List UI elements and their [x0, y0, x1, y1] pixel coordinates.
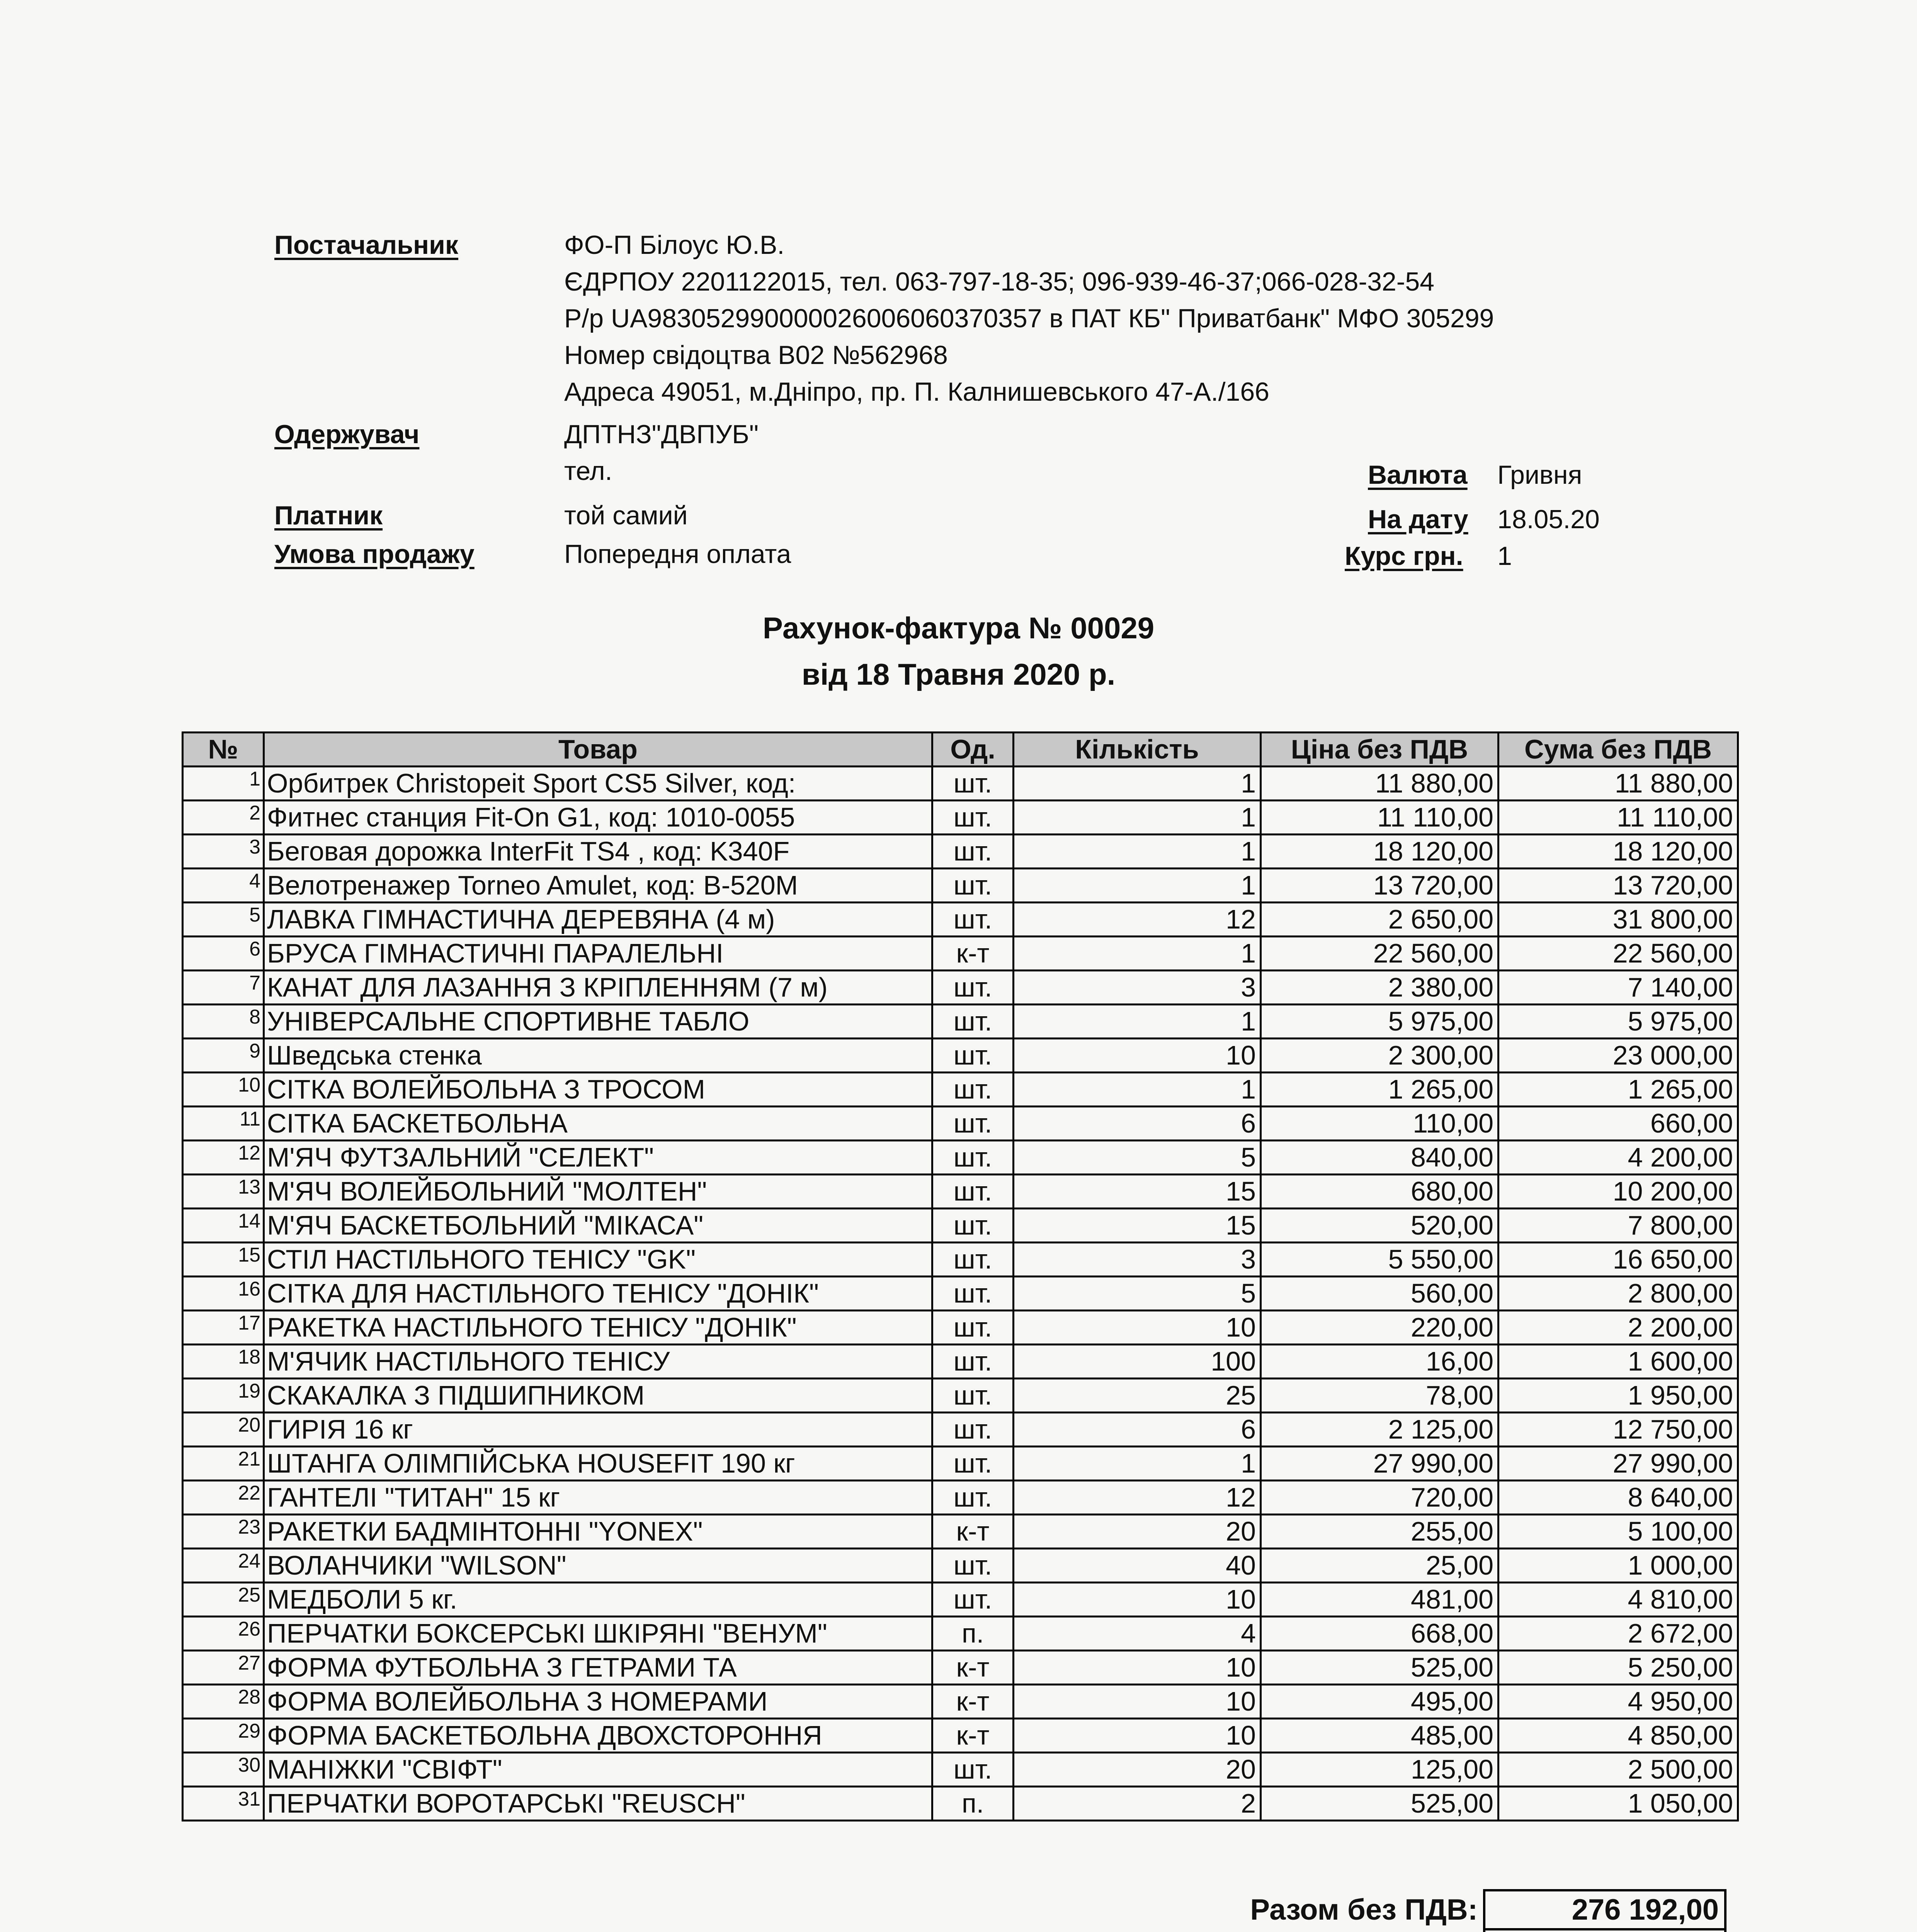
line-total: 2 200,00 [1499, 1311, 1738, 1345]
item-name: СІТКА ВОЛЕЙБОЛЬНА З ТРОСОМ [264, 1073, 932, 1107]
line-total: 23 000,00 [1499, 1039, 1738, 1073]
unit-price: 2 125,00 [1261, 1413, 1499, 1447]
item-name: ГАНТЕЛІ "ТИТАН" 15 кг [264, 1481, 932, 1515]
item-name: ГИРІЯ 16 кг [264, 1413, 932, 1447]
item-name: ФОРМА БАСКЕТБОЛЬНА ДВОХСТОРОННЯ [264, 1719, 932, 1753]
unit-price: 13 720,00 [1261, 869, 1499, 903]
unit: к-т [932, 1719, 1014, 1753]
row-number: 21 [183, 1447, 264, 1481]
line-total: 31 800,00 [1499, 903, 1738, 937]
unit-price: 110,00 [1261, 1107, 1499, 1141]
line-total: 4 200,00 [1499, 1141, 1738, 1175]
row-number: 22 [183, 1481, 264, 1515]
quantity: 3 [1014, 971, 1261, 1005]
unit-price: 78,00 [1261, 1379, 1499, 1413]
table-row [183, 903, 1738, 937]
quantity: 10 [1014, 1039, 1261, 1073]
item-name: ШТАНГА ОЛІМПІЙСЬКА HOUSEFIT 190 кг [264, 1447, 932, 1481]
quantity: 4 [1014, 1617, 1261, 1651]
quantity: 5 [1014, 1141, 1261, 1175]
table-row [183, 1345, 1738, 1379]
line-total: 4 950,00 [1499, 1685, 1738, 1719]
row-number: 31 [183, 1787, 264, 1821]
unit-price: 520,00 [1261, 1209, 1499, 1243]
line-total: 12 750,00 [1499, 1413, 1738, 1447]
table-row [183, 1583, 1738, 1617]
terms-label: Умова продажу [274, 539, 475, 569]
item-name: СКАКАЛКА З ПІДШИПНИКОМ [264, 1379, 932, 1413]
quantity: 6 [1014, 1413, 1261, 1447]
unit-price: 220,00 [1261, 1311, 1499, 1345]
unit: шт. [932, 1413, 1014, 1447]
unit: п. [932, 1787, 1014, 1821]
line-total: 4 850,00 [1499, 1719, 1738, 1753]
unit: к-т [932, 1515, 1014, 1549]
table-row [183, 1549, 1738, 1583]
column-header: Од. [932, 733, 1014, 767]
item-name: ФОРМА ФУТБОЛЬНА З ГЕТРАМИ ТА [264, 1651, 932, 1685]
row-number: 30 [183, 1753, 264, 1787]
row-number: 15 [183, 1243, 264, 1277]
item-name: Шведська стенка [264, 1039, 932, 1073]
row-number: 4 [183, 869, 264, 903]
row-number: 27 [183, 1651, 264, 1685]
unit-price: 18 120,00 [1261, 835, 1499, 869]
table-row [183, 835, 1738, 869]
row-number: 10 [183, 1073, 264, 1107]
item-name: Фитнес станция Fit-On G1, код: 1010-0055 [264, 801, 932, 835]
quantity: 10 [1014, 1651, 1261, 1685]
unit-price: 5 975,00 [1261, 1005, 1499, 1039]
table-row [183, 1073, 1738, 1107]
unit: шт. [932, 1175, 1014, 1209]
table-row [183, 1039, 1738, 1073]
row-number: 24 [183, 1549, 264, 1583]
line-total: 2 500,00 [1499, 1753, 1738, 1787]
item-name: МЕДБОЛИ 5 кг. [264, 1583, 932, 1617]
table-row [183, 971, 1738, 1005]
quantity: 20 [1014, 1515, 1261, 1549]
unit: шт. [932, 1073, 1014, 1107]
supplier-line: ФО-П Білоус Ю.В. [564, 230, 785, 260]
row-number: 20 [183, 1413, 264, 1447]
unit: шт. [932, 767, 1014, 801]
row-number: 9 [183, 1039, 264, 1073]
unit-price: 25,00 [1261, 1549, 1499, 1583]
table-row [183, 801, 1738, 835]
unit: шт. [932, 1005, 1014, 1039]
row-number: 23 [183, 1515, 264, 1549]
unit: шт. [932, 1277, 1014, 1311]
supplier-label: Постачальник [274, 230, 458, 260]
table-row [183, 1617, 1738, 1651]
quantity: 5 [1014, 1277, 1261, 1311]
vat-row [1028, 1929, 1725, 1932]
quantity: 12 [1014, 1481, 1261, 1515]
line-total: 1 950,00 [1499, 1379, 1738, 1413]
table-row [183, 1515, 1738, 1549]
table-row [183, 1753, 1738, 1787]
invoice-date: від 18 Травня 2020 р. [801, 657, 1116, 691]
line-total: 11 110,00 [1499, 801, 1738, 835]
row-number: 14 [183, 1209, 264, 1243]
quantity: 1 [1014, 869, 1261, 903]
quantity: 100 [1014, 1345, 1261, 1379]
unit: шт. [932, 1549, 1014, 1583]
item-name: МАНІЖКИ "СВІФТ" [264, 1753, 932, 1787]
terms-value: Попередня оплата [564, 539, 791, 569]
line-total: 16 650,00 [1499, 1243, 1738, 1277]
row-number: 29 [183, 1719, 264, 1753]
unit-price: 255,00 [1261, 1515, 1499, 1549]
unit: шт. [932, 1243, 1014, 1277]
row-number: 13 [183, 1175, 264, 1209]
quantity: 1 [1014, 1005, 1261, 1039]
vat-value [1484, 1929, 1725, 1932]
line-total: 7 140,00 [1499, 971, 1738, 1005]
table-row [183, 1481, 1738, 1515]
quantity: 1 [1014, 767, 1261, 801]
supplier-line: Р/р UA983052990000026006060370357 в ПАТ КБ" Приватбанк" МФО 305299 [564, 304, 1494, 333]
receiver-label: Одержувач [274, 420, 420, 449]
quantity: 1 [1014, 801, 1261, 835]
table-body [183, 767, 1738, 1821]
unit: шт. [932, 1379, 1014, 1413]
quantity: 10 [1014, 1685, 1261, 1719]
item-name: РАКЕТКИ БАДМІНТОННІ "YONEX" [264, 1515, 932, 1549]
unit-price: 840,00 [1261, 1141, 1499, 1175]
unit-price: 495,00 [1261, 1685, 1499, 1719]
unit: шт. [932, 835, 1014, 869]
table-row [183, 767, 1738, 801]
supplier-line: Номер свідоцтва В02 №562968 [564, 340, 948, 370]
unit: к-т [932, 1685, 1014, 1719]
item-name: ФОРМА ВОЛЕЙБОЛЬНА З НОМЕРАМИ [264, 1685, 932, 1719]
unit: шт. [932, 903, 1014, 937]
row-number: 11 [183, 1107, 264, 1141]
line-total: 2 672,00 [1499, 1617, 1738, 1651]
unit-price: 2 380,00 [1261, 971, 1499, 1005]
receiver-name: ДПТНЗ"ДВПУБ" [564, 420, 759, 449]
quantity: 12 [1014, 903, 1261, 937]
quantity: 15 [1014, 1209, 1261, 1243]
subtotal-value: 276 192,00 [1484, 1890, 1725, 1929]
column-header: Товар [264, 733, 932, 767]
unit: п. [932, 1617, 1014, 1651]
row-number: 17 [183, 1311, 264, 1345]
unit-price: 720,00 [1261, 1481, 1499, 1515]
invoice-title: Рахунок-фактура № 00029 [762, 611, 1155, 645]
line-total: 4 810,00 [1499, 1583, 1738, 1617]
item-name: КАНАТ ДЛЯ ЛАЗАННЯ З КРІПЛЕННЯМ (7 м) [264, 971, 932, 1005]
table-row [183, 1209, 1738, 1243]
supplier-line: Адреса 49051, м.Дніпро, пр. П. Калнишевського 47-А./166 [564, 377, 1269, 406]
table-row [183, 1379, 1738, 1413]
unit-price: 16,00 [1261, 1345, 1499, 1379]
unit-price: 668,00 [1261, 1617, 1499, 1651]
quantity: 10 [1014, 1719, 1261, 1753]
items-table [182, 731, 1739, 1821]
table-row [183, 1107, 1738, 1141]
unit-price: 680,00 [1261, 1175, 1499, 1209]
date-value: 18.05.20 [1497, 505, 1600, 534]
item-name: М'ЯЧ БАСКЕТБОЛЬНИЙ "МІКАСА" [264, 1209, 932, 1243]
date-label: На дату [1368, 505, 1468, 534]
line-total: 13 720,00 [1499, 869, 1738, 903]
table-row [183, 1685, 1738, 1719]
column-header: № [183, 733, 264, 767]
unit-price: 2 650,00 [1261, 903, 1499, 937]
item-name: СІТКА ДЛЯ НАСТІЛЬНОГО ТЕНІСУ "ДОНІК" [264, 1277, 932, 1311]
unit-price: 125,00 [1261, 1753, 1499, 1787]
table-row [183, 937, 1738, 971]
quantity: 40 [1014, 1549, 1261, 1583]
row-number: 6 [183, 937, 264, 971]
unit-price: 525,00 [1261, 1787, 1499, 1821]
item-name: ПЕРЧАТКИ БОКСЕРСЬКІ ШКІРЯНІ "ВЕНУМ" [264, 1617, 932, 1651]
line-total: 1 600,00 [1499, 1345, 1738, 1379]
item-name: ПЕРЧАТКИ ВОРОТАРСЬКІ "REUSCH" [264, 1787, 932, 1821]
quantity: 3 [1014, 1243, 1261, 1277]
table-row [183, 1141, 1738, 1175]
quantity: 1 [1014, 937, 1261, 971]
table-row [183, 869, 1738, 903]
item-name: СІТКА БАСКЕТБОЛЬНА [264, 1107, 932, 1141]
line-total: 1 050,00 [1499, 1787, 1738, 1821]
unit-price: 525,00 [1261, 1651, 1499, 1685]
unit: шт. [932, 1753, 1014, 1787]
item-name: Велотренажер Torneo Amulet, код: B-520M [264, 869, 932, 903]
table-row [183, 1413, 1738, 1447]
totals-table [1028, 1889, 1726, 1932]
unit: шт. [932, 1311, 1014, 1345]
row-number: 25 [183, 1583, 264, 1617]
line-total: 5 975,00 [1499, 1005, 1738, 1039]
row-number: 26 [183, 1617, 264, 1651]
unit-price: 485,00 [1261, 1719, 1499, 1753]
payer-label: Платник [274, 501, 383, 530]
table-row [183, 1651, 1738, 1685]
receiver-phone: тел. [564, 456, 612, 486]
item-name: СТІЛ НАСТІЛЬНОГО ТЕНІСУ "GK" [264, 1243, 932, 1277]
line-total: 660,00 [1499, 1107, 1738, 1141]
unit: шт. [932, 1447, 1014, 1481]
quantity: 15 [1014, 1175, 1261, 1209]
column-header: Ціна без ПДВ [1261, 733, 1499, 767]
item-name: М'ЯЧ ФУТЗАЛЬНИЙ "СЕЛЕКТ" [264, 1141, 932, 1175]
row-number: 1 [183, 767, 264, 801]
subtotal-label: Разом без ПДВ: [1250, 1893, 1478, 1926]
unit-price: 11 880,00 [1261, 767, 1499, 801]
quantity: 25 [1014, 1379, 1261, 1413]
table-header-row [183, 733, 1738, 767]
subtotal-row [1028, 1890, 1725, 1929]
unit-price: 27 990,00 [1261, 1447, 1499, 1481]
row-number: 2 [183, 801, 264, 835]
column-header: Сума без ПДВ [1499, 733, 1738, 767]
item-name: РАКЕТКА НАСТІЛЬНОГО ТЕНІСУ "ДОНІК" [264, 1311, 932, 1345]
unit: шт. [932, 1583, 1014, 1617]
row-number: 8 [183, 1005, 264, 1039]
table-row [183, 1787, 1738, 1821]
column-header: Кількість [1014, 733, 1261, 767]
unit-price: 560,00 [1261, 1277, 1499, 1311]
quantity: 10 [1014, 1583, 1261, 1617]
quantity: 1 [1014, 1073, 1261, 1107]
quantity: 6 [1014, 1107, 1261, 1141]
line-total: 1 000,00 [1499, 1549, 1738, 1583]
item-name: БРУСА ГІМНАСТИЧНІ ПАРАЛЕЛЬНІ [264, 937, 932, 971]
item-name: УНІВЕРСАЛЬНЕ СПОРТИВНЕ ТАБЛО [264, 1005, 932, 1039]
item-name: М'ЯЧ ВОЛЕЙБОЛЬНИЙ "МОЛТЕН" [264, 1175, 932, 1209]
unit: шт. [932, 869, 1014, 903]
item-name: Орбитрек Christopeit Sport CS5 Silver, код: [264, 767, 932, 801]
payer-value: той самий [564, 501, 688, 530]
row-number: 16 [183, 1277, 264, 1311]
unit: к-т [932, 937, 1014, 971]
line-total: 5 100,00 [1499, 1515, 1738, 1549]
quantity: 20 [1014, 1753, 1261, 1787]
item-name: Беговая дорожка InterFit TS4 , код: K340F [264, 835, 932, 869]
table-row [183, 1175, 1738, 1209]
unit: шт. [932, 801, 1014, 835]
row-number: 28 [183, 1685, 264, 1719]
line-total: 18 120,00 [1499, 835, 1738, 869]
quantity: 10 [1014, 1311, 1261, 1345]
row-number: 18 [183, 1345, 264, 1379]
unit-price: 1 265,00 [1261, 1073, 1499, 1107]
table-row [183, 1005, 1738, 1039]
unit: шт. [932, 1107, 1014, 1141]
line-total: 27 990,00 [1499, 1447, 1738, 1481]
unit: шт. [932, 1481, 1014, 1515]
line-total: 5 250,00 [1499, 1651, 1738, 1685]
table-row [183, 1311, 1738, 1345]
unit: к-т [932, 1651, 1014, 1685]
quantity: 1 [1014, 835, 1261, 869]
row-number: 7 [183, 971, 264, 1005]
line-total: 10 200,00 [1499, 1175, 1738, 1209]
unit-price: 5 550,00 [1261, 1243, 1499, 1277]
line-total: 22 560,00 [1499, 937, 1738, 971]
rate-value: 1 [1497, 541, 1512, 571]
item-name: ВОЛАНЧИКИ "WILSON" [264, 1549, 932, 1583]
quantity: 2 [1014, 1787, 1261, 1821]
currency-label: Валюта [1368, 460, 1468, 490]
unit: шт. [932, 1141, 1014, 1175]
row-number: 3 [183, 835, 264, 869]
item-name: ЛАВКА ГІМНАСТИЧНА ДЕРЕВЯНА (4 м) [264, 903, 932, 937]
line-total: 7 800,00 [1499, 1209, 1738, 1243]
table-row [183, 1719, 1738, 1753]
unit: шт. [932, 971, 1014, 1005]
unit-price: 481,00 [1261, 1583, 1499, 1617]
line-total: 11 880,00 [1499, 767, 1738, 801]
line-total: 1 265,00 [1499, 1073, 1738, 1107]
table-row [183, 1243, 1738, 1277]
row-number: 19 [183, 1379, 264, 1413]
row-number: 5 [183, 903, 264, 937]
line-total: 8 640,00 [1499, 1481, 1738, 1515]
quantity: 1 [1014, 1447, 1261, 1481]
unit-price: 22 560,00 [1261, 937, 1499, 971]
unit: шт. [932, 1209, 1014, 1243]
table-row [183, 1277, 1738, 1311]
rate-label: Курс грн. [1345, 541, 1463, 571]
item-name: М'ЯЧИК НАСТІЛЬНОГО ТЕНІСУ [264, 1345, 932, 1379]
supplier-line: ЄДРПОУ 2201122015, тел. 063-797-18-35; 096-939-46-37;066-028-32-54 [564, 267, 1435, 296]
table-row [183, 1447, 1738, 1481]
line-total: 2 800,00 [1499, 1277, 1738, 1311]
unit-price: 2 300,00 [1261, 1039, 1499, 1073]
unit: шт. [932, 1039, 1014, 1073]
row-number: 12 [183, 1141, 264, 1175]
vat-label [1028, 1929, 1484, 1932]
unit-price: 11 110,00 [1261, 801, 1499, 835]
currency-value: Гривня [1497, 460, 1582, 490]
unit: шт. [932, 1345, 1014, 1379]
